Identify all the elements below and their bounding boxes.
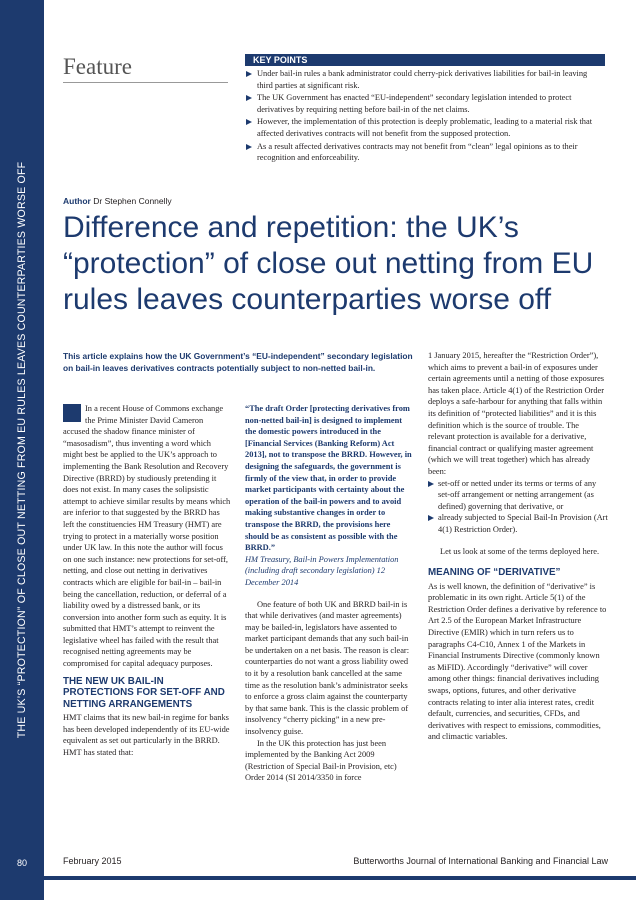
author-name: Dr Stephen Connelly [93,196,172,206]
author-label: Author [63,196,91,206]
drop-cap-block [63,404,81,422]
body-paragraph: One feature of both UK and BRRD bail-in is that while derivatives (and master agreements) may be bailed-in, legislators have assented to market participant demands that any such bail-in be undertaken on a net basis. The reason is clear: counterparties do not want a gross liability owed to it by a resolution bank cancelled at the same time as the resolution bank’s administrator seeks to enforce a gross claim against the counterparty by that same bank. This is the classic problem of insolvency “cherry picking” in a new pre-insolvency guise. [245,599,410,737]
key-point-item: Under bail-in rules a bank administrator could cherry-pick derivatives liabilities for bail-in leaving third parties at significant risk. [245,68,605,91]
page-footer [0,852,636,872]
section-heading: THE NEW UK BAIL-IN PROTECTIONS FOR SET-OFF AND NETTING ARRANGEMENTS [63,675,225,710]
section-divider [63,82,228,83]
footer-rule [0,876,636,880]
key-point-item: As a result affected derivatives contracts may not benefit from “clean” legal opinions as to their recognition and enforceability. [245,141,605,164]
page-number: 80 [0,852,44,874]
author-line [63,196,172,206]
body-paragraph: As is well known, the definition of “derivative” is problematic in its own right. Article 5(1) of the Restriction Order defines a derivative by reference to Art 2.5 of the European Market Infrastructure Directive (EMIR) which in turn refers us to paragraphs C4-C10, Annex 1 of the Markets in Financial Instruments Directive (commonly known as MiFID). Accordingly “derivative” will cover among other things: financial derivatives including swaps, options, futures, and other derivative contracts relating to inter alia interest rates, credit default, currencies, and securities, CFDs, and derivatives with respect to emissions, commodities, and climactic variables. [428,581,607,742]
pull-quote: “The draft Order [protecting derivatives from non-netted bail-in] is designed to implement the domestic powers introduced in the [Financial Services (Banking Reform) Act 2013], not to transpose the BRRD. However, in designing the safeguards, the government is firmly of the view that, in order to provide market participants with certainty about the operation of the bail-in powers and to avoid making substantive changes in order to transpose the BRRD, the provisions here should be as consistent as possible with the BRRD.” [245,404,412,553]
key-points-list [245,68,605,165]
key-points-heading: KEY POINTS [245,54,605,66]
side-running-title: THE UK’S “PROTECTION” OF CLOSE OUT NETTING FROM EU RULES LEAVES COUNTERPARTIES WORSE OFF [16,161,28,739]
quote-citation: HM Treasury, Bail-in Powers Implementation (including draft secondary legislation) 12 December 2014 [245,554,399,587]
bullet-item: set-off or netted under its terms or terms of any set-off arrangement or netting arrangement (as defined) governing that derivative, or [428,478,608,513]
bullet-item: already subjected to Special Bail-In Provision (Art 4(1) Restriction Order). [428,512,608,535]
footer-date: February 2015 [63,856,122,866]
column-2 [245,403,415,784]
body-paragraph: 1 January 2015, hereafter the “Restriction Order”), which aims to prevent a bail-in of exposures under certain agreements until a netting of those exposures has taken place. Article 4(1) of the Restriction Order deploys a safe-harbour for anything that falls within its definition of “protected liabilities” and it is this definition which is the source of trouble. The relevant protection is available for a derivative, financial contract or qualifying master agreement (which we will treat together) which has already been: [428,351,605,476]
standfirst: This article explains how the UK Government’s “EU-independent” secondary legislation on bail-in leaves derivatives contracts potentially subject to non-netted bail-in. [63,351,413,373]
body-paragraph: HMT claims that its new bail-in regime for banks has been developed independently of its EU-wide equivalent as set out particularly in the BRRD. HMT has stated that: [63,713,230,757]
key-point-item: However, the implementation of this protection is deeply problematic, leading to a material risk that affected derivatives contracts will not benefit from the supposed protection. [245,116,605,139]
key-point-item: The UK Government has enacted “EU-independent” secondary legislation intended to protect derivatives by requiring netting before bail-in of the net claims. [245,92,605,115]
footer-journal-title: Butterworths Journal of International Banking and Financial Law [353,856,608,866]
section-heading: MEANING OF “DERIVATIVE” [428,567,561,579]
body-paragraph: In the UK this protection has just been implemented by the Banking Act 2009 (Restriction of Special Bail-in Provision, etc) Order 2014 (SI 2014/3350 in force [245,738,397,783]
column-1 [63,403,231,759]
intro-paragraph [63,403,231,670]
body-paragraph: Let us look at some of the terms deployed here. [440,546,600,556]
section-label: Feature [63,54,132,79]
intro-text: In a recent House of Commons exchange the Prime Minister David Cameron accused the shadow finance minister of “masosadism”, thus inventing a word which might best be applied to the UK’s approach to implementing the Bank Resolution and Recovery Directive (BRRD) by studiously pretending it does not exist. In many cases the solipsistic attempt to achieve similar results by means which are inferior to that suggested by the BRRD has left the constituencies HM Treasury (HMT) are trying to protect in a materially worse position under UK law. In this note the author will focus on one such instance: new protections for set-off, netting, and close out netting in derivatives contracts which are eligible for bail-in – bail-in being the cancellation, reduction, or deferral of a liability owed by a distressed bank, or its conversion into another form such as equity. It is submitted that HMT’s attempt to reinvent the legislative wheel has failed with the result that recognised netting agreements may be compromised for capital adequacy purposes. [63,404,231,669]
side-band [0,0,44,900]
bullet-list [428,478,608,536]
article-title: Difference and repetition: the UK’s “protection” of close out netting from EU rules leaves counterparties worse off [63,211,594,316]
column-3 [428,350,608,743]
